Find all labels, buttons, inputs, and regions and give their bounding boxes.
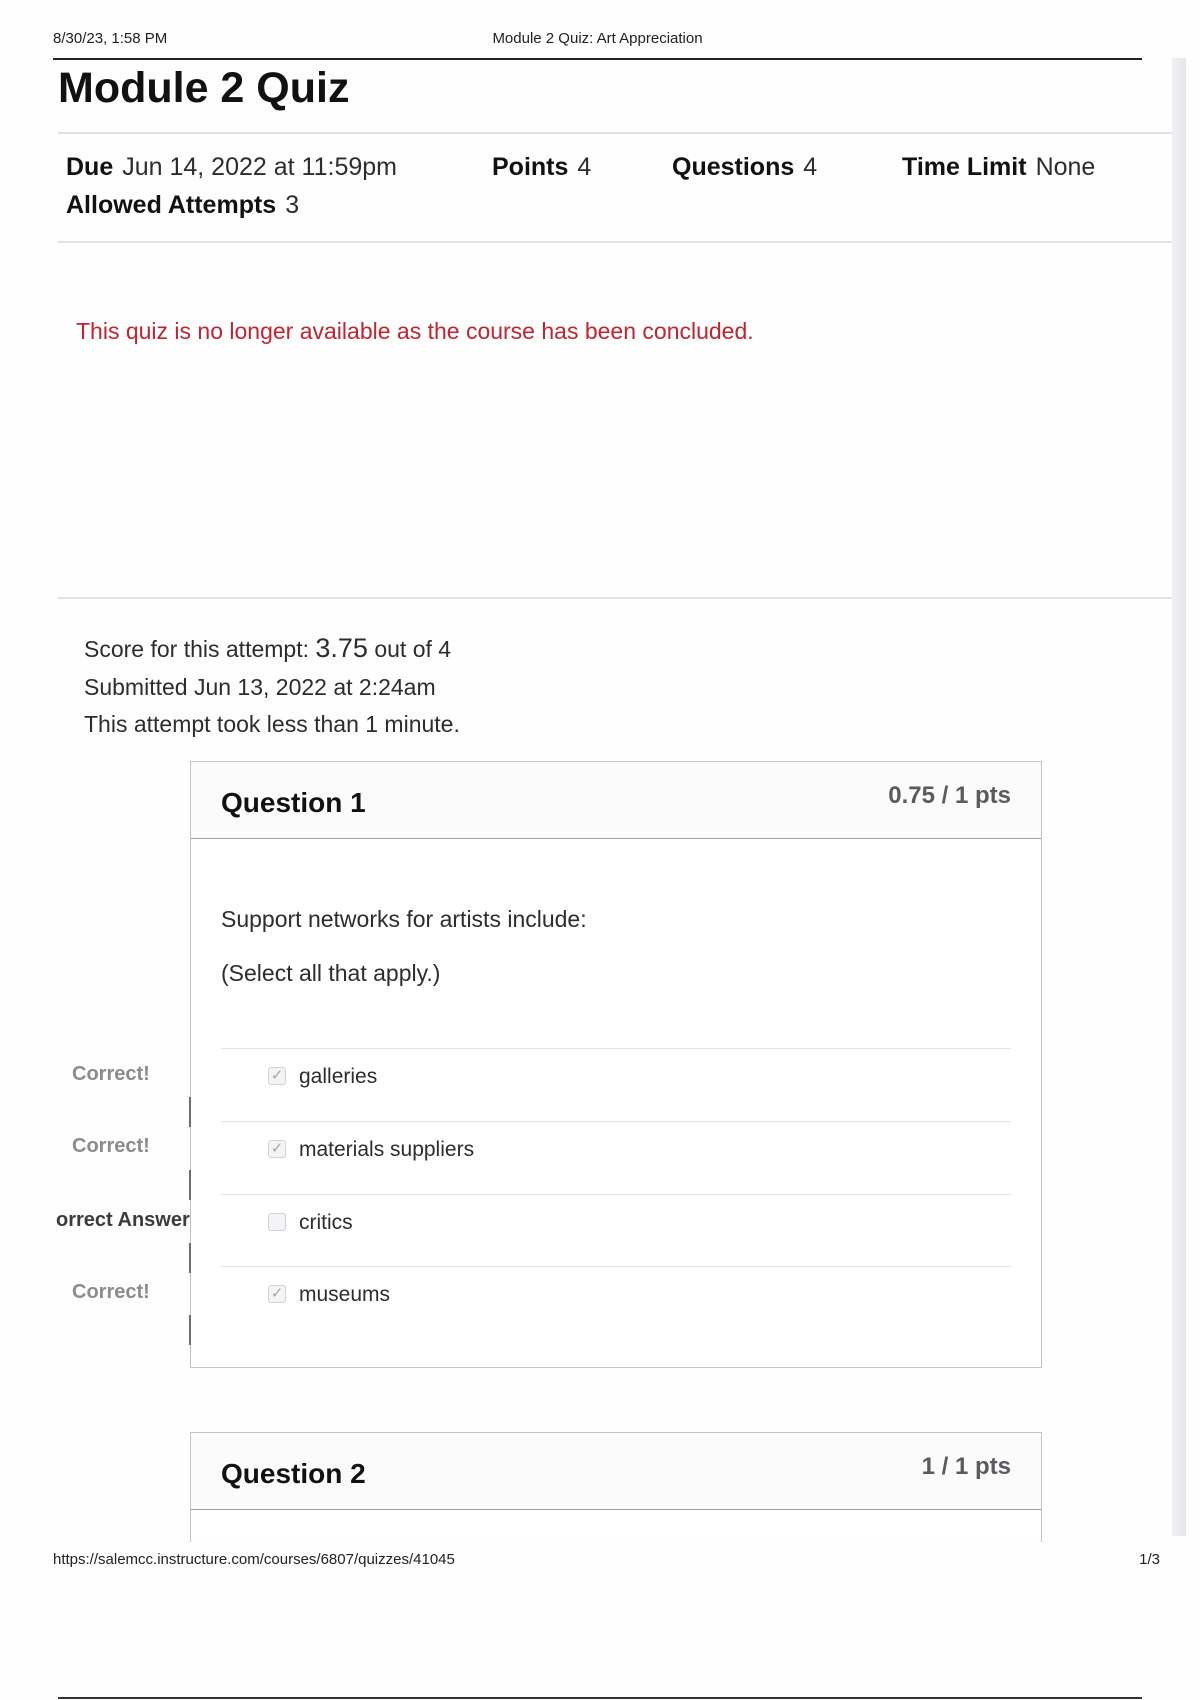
answer-option: [221, 1122, 1011, 1180]
checkbox-checked[interactable]: [268, 1140, 286, 1158]
questions-label: Questions: [672, 153, 795, 181]
question-prompt: Support networks for artists include:: [221, 906, 587, 932]
correct-flag: Correct!: [72, 1063, 150, 1085]
answer-label: critics: [299, 1211, 353, 1234]
title-divider: [58, 132, 1172, 134]
answer-label: materials suppliers: [299, 1138, 475, 1161]
checkbox-checked[interactable]: [268, 1067, 286, 1085]
allowed-attempts: [66, 191, 299, 220]
attempts-label: Allowed Attempts: [66, 191, 277, 219]
score-suffix: out of 4: [374, 636, 452, 662]
correct-flag: Correct!: [72, 1135, 150, 1157]
print-page-number: 1/3: [1139, 1551, 1160, 1568]
due-date: [66, 153, 397, 182]
question-title: Question 1: [221, 787, 366, 818]
due-label: Due: [66, 153, 114, 181]
question-title: Question 2: [221, 1458, 366, 1489]
answer-label: museums: [299, 1283, 391, 1306]
attempt-duration: This attempt took less than 1 minute.: [84, 711, 460, 737]
answer-label: galleries: [299, 1065, 378, 1088]
attempt-divider: [58, 597, 1172, 599]
time-limit-value: None: [1035, 153, 1096, 181]
question-points: 0.75 / 1 pts: [888, 782, 1011, 809]
answer-option: [221, 1195, 1011, 1253]
flag-marker: [189, 1243, 191, 1273]
time-limit-label: Time Limit: [902, 153, 1027, 181]
questions-value: 4: [803, 153, 818, 181]
flag-marker: [189, 1315, 191, 1345]
question-header: [191, 762, 1041, 839]
print-datetime: 8/30/23, 1:58 PM: [53, 30, 168, 47]
checkmark-icon: ✓: [270, 1140, 284, 1157]
print-header: [53, 30, 1142, 60]
checkbox-checked[interactable]: [268, 1285, 286, 1303]
flag-marker: [189, 1097, 191, 1127]
points-info: [492, 153, 591, 182]
points-value: 4: [577, 153, 592, 181]
page-edge-shadow: [1172, 58, 1186, 1536]
score-prefix: Score for this attempt:: [84, 636, 309, 662]
correct-flag: Correct!: [72, 1281, 150, 1303]
print-url: https://salemcc.instructure.com/courses/6807/quizzes/41045: [53, 1551, 455, 1568]
due-value: Jun 14, 2022 at 11:59pm: [122, 153, 397, 181]
submitted-time: Submitted Jun 13, 2022 at 2:24am: [84, 674, 436, 700]
answer-option: [221, 1049, 1011, 1107]
correct-answer-flag: orrect Answer: [56, 1209, 190, 1231]
questions-info: [672, 153, 817, 182]
attempts-value: 3: [285, 191, 300, 219]
question-instruction: (Select all that apply.): [221, 960, 441, 986]
checkmark-icon: ✓: [270, 1067, 284, 1084]
checkbox-unchecked[interactable]: [268, 1213, 286, 1231]
points-label: Points: [492, 153, 569, 181]
question-header: [191, 1433, 1041, 1510]
question-points: 1 / 1 pts: [921, 1453, 1011, 1480]
time-limit-info: [902, 153, 1095, 182]
flag-marker: [189, 1170, 191, 1200]
quiz-unavailable-notice: This quiz is no longer available as the course has been concluded.: [76, 318, 754, 344]
print-document-title: Module 2 Quiz: Art Appreciation: [492, 30, 703, 47]
details-divider: [58, 241, 1172, 243]
score-value: 3.75: [315, 633, 368, 663]
page-title: Module 2 Quiz: [58, 64, 350, 112]
attempt-score: [84, 633, 451, 664]
question-card-1: [190, 761, 1042, 1368]
checkmark-icon: ✓: [270, 1285, 284, 1302]
next-page-rule: [58, 1697, 1142, 1699]
answer-option: [221, 1267, 1011, 1325]
